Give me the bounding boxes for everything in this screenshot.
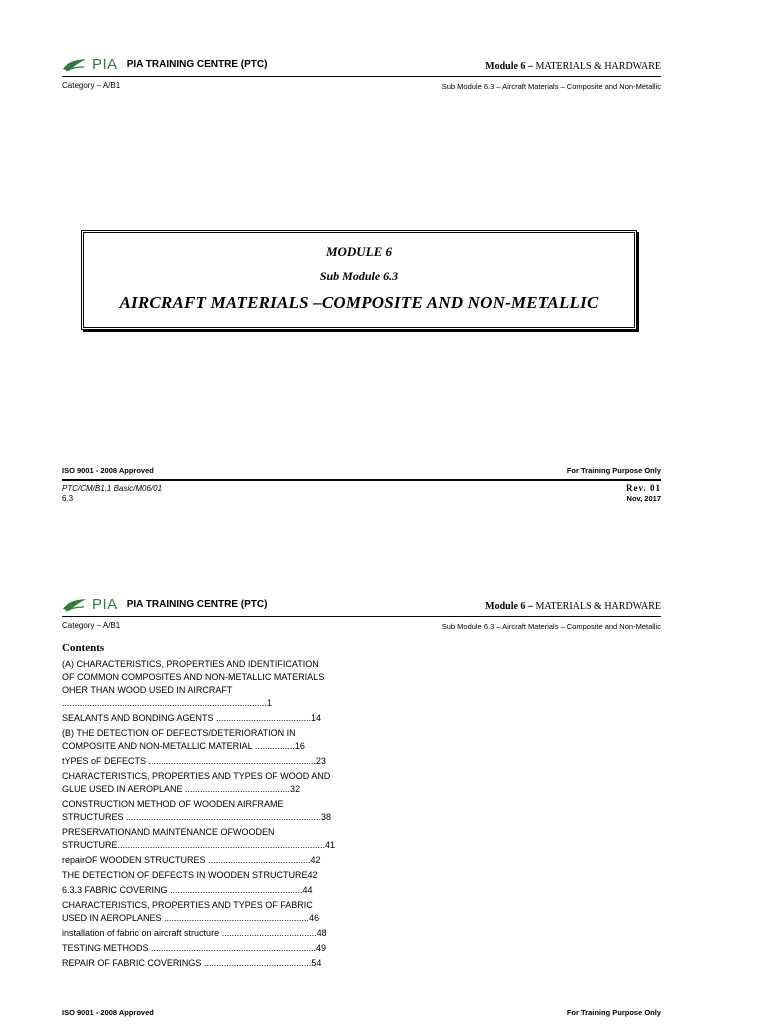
module-name: MATERIALS & HARDWARE — [535, 601, 661, 612]
purpose-label-page2: For Training Purpose Only — [566, 1008, 661, 1017]
toc-entry[interactable]: CHARACTERISTICS, PROPERTIES AND TYPES OF FABRIC USED IN AEROPLANES ..........................................................46 — [62, 900, 320, 923]
toc-entry[interactable]: 6.3.3 FABRIC COVERING .....................................................44 — [62, 885, 313, 895]
toc-entry[interactable]: TESTING METHODS ..................................................................49 — [62, 943, 327, 953]
contents-title: Contents — [62, 642, 105, 654]
toc-entry[interactable]: CHARACTERISTICS, PROPERTIES AND TYPES OF WOOD AND GLUE USED IN AEROPLANE ..........................................32 — [62, 771, 331, 794]
cover-title: AIRCRAFT MATERIALS –COMPOSITE AND NON-METALLIC — [119, 293, 599, 312]
module-name: MATERIALS & HARDWARE — [535, 61, 661, 72]
rev-label: Rev. 01 — [626, 483, 661, 493]
footer-rule — [62, 479, 661, 481]
cover-title-box — [81, 230, 637, 330]
category-page2: Category – A/B1 — [62, 621, 121, 630]
toc-entry[interactable]: tYPES oF DEFECTS ...................................................................23 — [62, 756, 327, 766]
toc-entry[interactable]: installation of fabric on aircraft structure ......................................48 — [62, 928, 327, 938]
date-label: Nov, 2017 — [626, 494, 661, 503]
cover-sub-module: Sub Module 6.3 — [319, 269, 399, 283]
sub-module-header: Sub Module 6.3 – Aircraft Materials – Composite and Non-Metallic — [441, 82, 661, 91]
toc-entry[interactable]: THE DETECTION OF DEFECTS IN WOODEN STRUCTURE42 — [62, 870, 318, 880]
header-rule-page2 — [62, 616, 661, 617]
toc-entry[interactable]: CONSTRUCTION METHOD OF WOODEN AIRFRAME STRUCTURES ..............................................................................38 — [62, 799, 332, 822]
sub-module-header-page2: Sub Module 6.3 – Aircraft Materials – Composite and Non-Metallic — [441, 622, 661, 631]
module-header-page2 — [361, 601, 661, 612]
iso-label: ISO 9001 - 2008 Approved — [62, 466, 154, 475]
toc-entry[interactable]: REPAIR OF FABRIC COVERINGS ...........................................54 — [62, 958, 322, 968]
pia-bird-icon — [62, 597, 88, 613]
header-logo — [62, 56, 267, 73]
header-rule — [62, 76, 661, 77]
doc-sub: 6.3 — [62, 494, 74, 503]
cover-module: MODULE 6 — [325, 244, 393, 259]
category: Category – A/B1 — [62, 81, 121, 90]
logo-text: PIA — [92, 56, 118, 73]
iso-label-page2: ISO 9001 - 2008 Approved — [62, 1008, 154, 1017]
centre-name: PIA TRAINING CENTRE (PTC) — [126, 599, 268, 610]
logo-text: PIA — [92, 596, 118, 613]
toc-entry[interactable]: PRESERVATIONAND MAINTENANCE OFWOODEN STRUCTURE...................................................................................41 — [62, 827, 336, 850]
module-prefix: Module 6 – — [485, 61, 533, 72]
header-logo-page2 — [62, 596, 267, 613]
toc-entry[interactable]: SEALANTS AND BONDING AGENTS ......................................14 — [62, 713, 322, 723]
toc-entry[interactable]: (A) CHARACTERISTICS, PROPERTIES AND IDENTIFICATION OF COMMON COMPOSITES AND NON-METALLIC MATERIALS OHER THAN WOOD USED IN AIRCRAFT ..................................................................................1 — [62, 659, 325, 708]
purpose-label: For Training Purpose Only — [566, 466, 661, 475]
pia-bird-icon — [62, 57, 88, 73]
centre-name: PIA TRAINING CENTRE (PTC) — [126, 59, 268, 70]
doc-ref: PTC/CM/B1.1 Basic/M06/01 — [62, 484, 163, 493]
module-header — [361, 61, 661, 72]
toc-entry[interactable]: repairOF WOODEN STRUCTURES .........................................42 — [62, 855, 321, 865]
module-prefix: Module 6 – — [485, 601, 533, 612]
table-of-contents — [62, 658, 336, 972]
toc-entry[interactable]: (B) THE DETECTION OF DEFECTS/DETERIORATION IN COMPOSITE AND NON-METALLIC MATERIAL ................16 — [62, 728, 305, 751]
